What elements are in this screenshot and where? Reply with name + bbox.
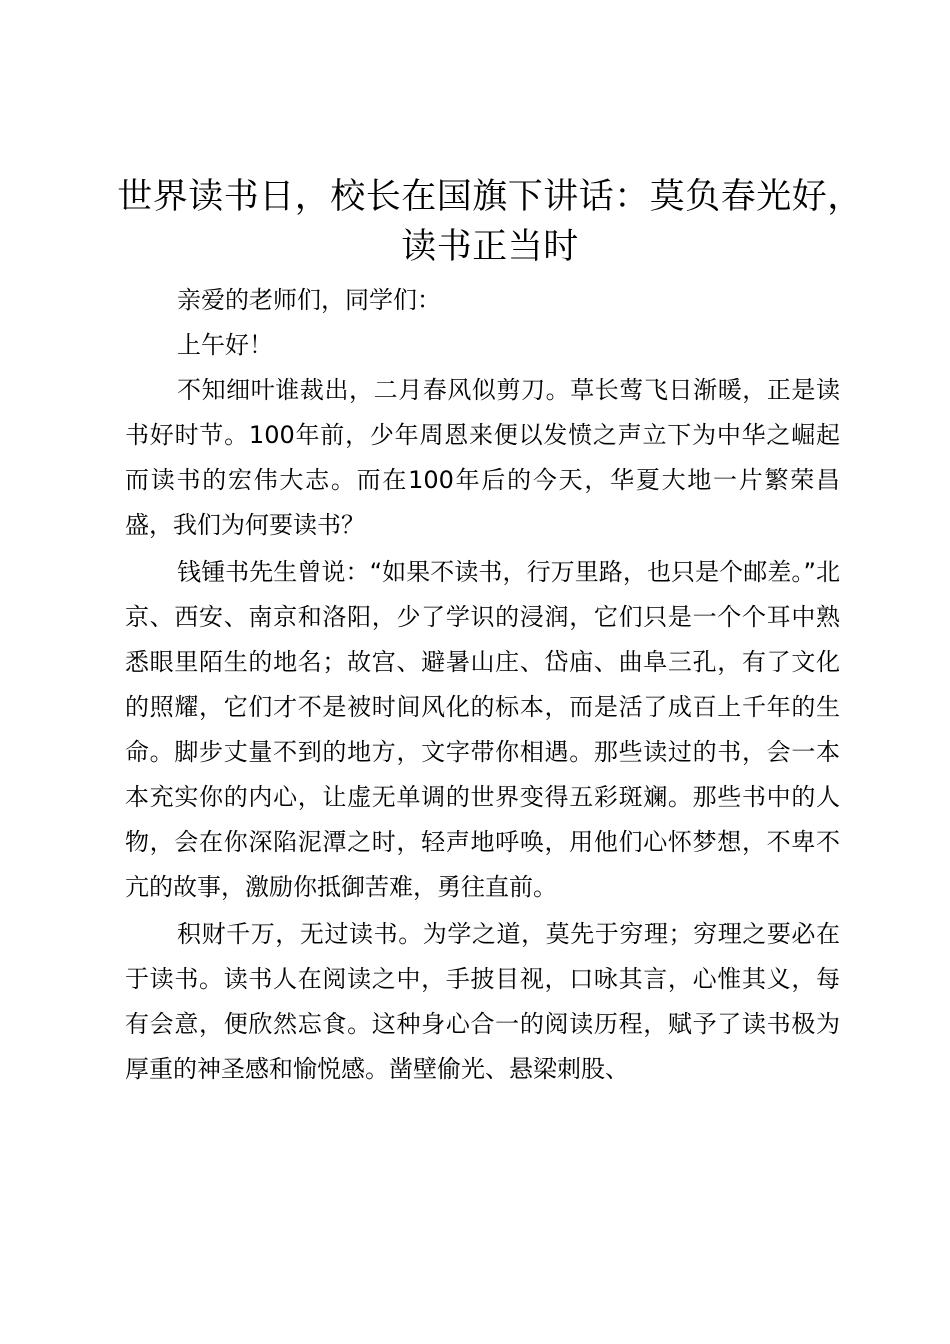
greeting: 上午好！ <box>177 331 273 359</box>
paragraph-3: 积财千万，无过读书。为学之道，莫先于穷理；穷理之要必在于读书。读书人在阅读之中，手披目视，口咏其言，心惟其义，每有会意，便欣然忘食。这种身心合一的阅读历程，赋予了读书极为厚重的神圣感和愉悦感。凿壁偷光、悬梁刺股、 <box>125 920 840 1083</box>
paragraph-1: 不知细叶谁裁出，二月春风似剪刀。草长莺飞日渐暖，正是读书好时节。100年前，少年周恩来便以发愤之声立下为中华之崛起而读书的宏伟大志。而在100年后的今天，华夏大地一片繁荣昌盛，我们为何要读书？ <box>125 376 840 539</box>
salutation: 亲爱的老师们，同学们： <box>177 286 441 314</box>
speech-body <box>125 278 840 1092</box>
title-line-2: 读书正当时 <box>401 227 579 267</box>
page-title <box>110 172 870 272</box>
title-line-1: 世界读书日，校长在国旗下讲话：莫负春光好， <box>117 177 863 217</box>
paragraph-2: 钱锺书先生曾说：“如果不读书，行万里路，也只是个邮差。”北京、西安、南京和洛阳，少了学识的浸润，它们只是一个个耳中熟悉眼里陌生的地名；故宫、避暑山庄、岱庙、曲阜三孔，有了文化的照耀，它们才不是被时间风化的标本，而是活了成百上千年的生命。脚步丈量不到的地方，文字带你相遇。那些读过的书，会一本本充实你的内心，让虚无单调的世界变得五彩斑斓。那些书中的人物，会在你深陷泥潭之时，轻声地呼唤，用他们心怀梦想，不卑不亢的故事，激励你抵御苦难，勇往直前。 <box>125 558 840 901</box>
